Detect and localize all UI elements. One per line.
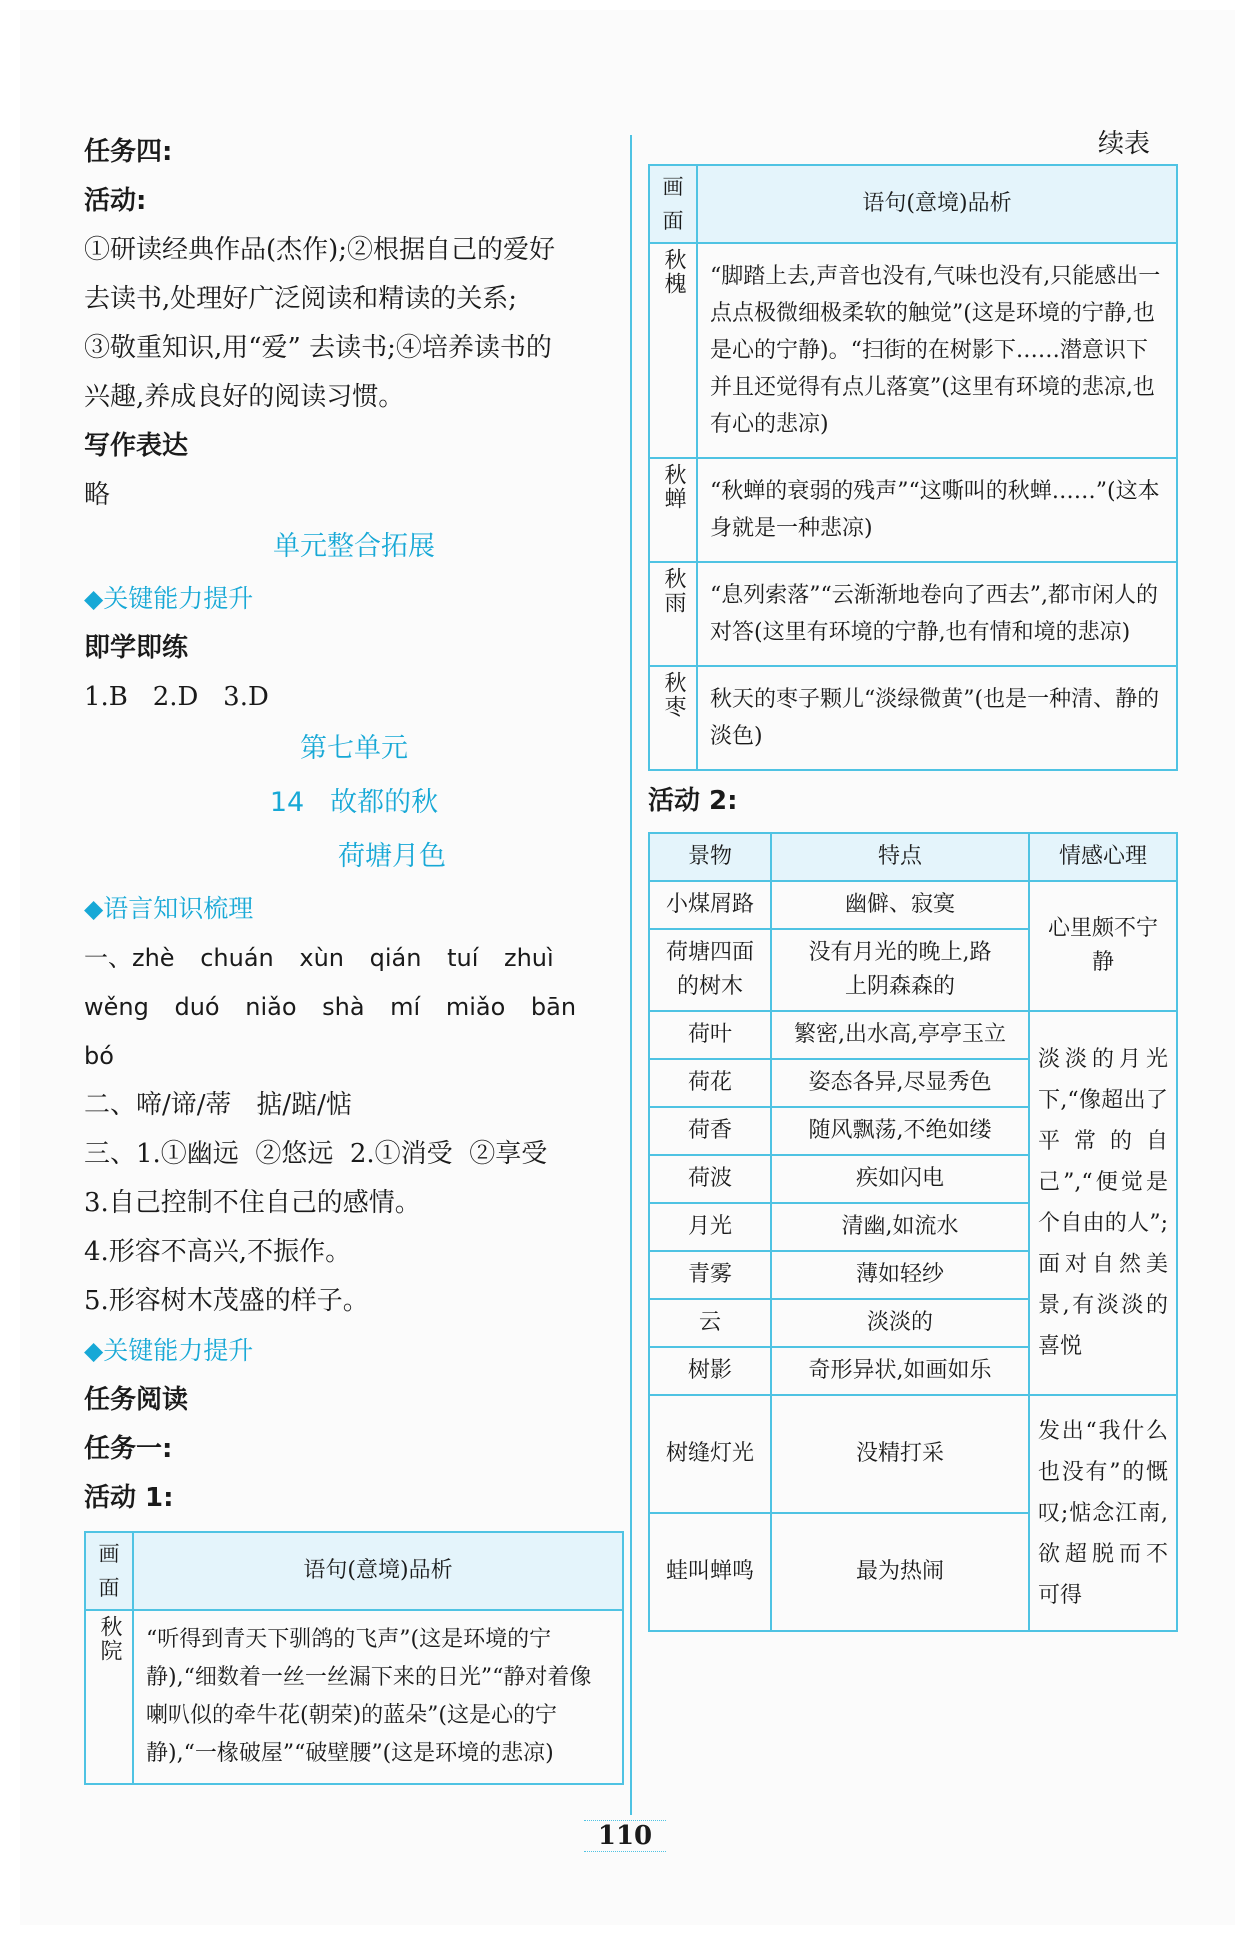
table-row: [649, 666, 1177, 770]
table-header: 特点: [771, 833, 1029, 881]
practice-heading: 即学即练: [84, 633, 189, 663]
emotion-cell: 发出“我什么也没有”的慨叹;惦念江南,欲超脱而不可得: [1029, 1395, 1177, 1631]
feature-cell: 没精打采: [771, 1395, 1029, 1513]
table-header: 景物: [649, 833, 771, 881]
scene-cell: 小煤屑路: [649, 881, 771, 929]
scene-cell: 荷波: [649, 1155, 771, 1203]
feature-cell: 繁密,出水高,亭亭玉立: [771, 1011, 1029, 1059]
scene-cell: 云: [649, 1299, 771, 1347]
feature-cell: 奇形异状,如画如乐: [771, 1347, 1029, 1395]
key-ability-heading: ◆关键能力提升: [84, 584, 254, 613]
scene-cell: 青雾: [649, 1251, 771, 1299]
pinyin-line: 一、zhè chuán xùn qián tuí zhuì: [84, 944, 554, 972]
lesson-title-2: 荷塘月色: [338, 841, 446, 872]
table-header: 画面: [85, 1532, 133, 1610]
item-three: 三、1.①幽远 ②悠远 2.①消受 ②享受: [84, 1139, 548, 1169]
analysis-cell: “听得到青天下驯鸽的飞声”(这是环境的宁静),“细数着一丝一丝漏下来的日光”“静对着像喇叭似的牵牛花(朝荣)的蓝朵”(这是心的宁静),“一椽破屋”“破壁腰”(这是环境的悲凉): [133, 1610, 623, 1784]
activity1-heading: 活动 1:: [84, 1483, 174, 1513]
item-three-5: 5.形容树木茂盛的样子。: [84, 1286, 369, 1316]
table-row: [649, 243, 1177, 458]
scene-cell: 月光: [649, 1203, 771, 1251]
scene-cell: 荷香: [649, 1107, 771, 1155]
page-number-text: 110: [584, 1820, 666, 1852]
activity-line: ①研读经典作品(杰作);②根据自己的爱好: [84, 235, 556, 265]
scene-cell: 秋枣: [649, 666, 697, 770]
unit7-title: 第七单元: [300, 733, 408, 764]
task4-heading: 任务四:: [84, 137, 173, 167]
scenery-table: [648, 832, 1178, 1632]
table-row: [649, 1395, 1177, 1513]
item-three-4: 4.形容不高兴,不振作。: [84, 1237, 352, 1267]
scene-cell: 树缝灯光: [649, 1395, 771, 1513]
table-header: 语句(意境)品析: [133, 1532, 623, 1610]
analysis-cell: “息列索落”“云渐渐地卷向了西去”,都市闲人的对答(这里有环境的宁静,也有情和境的悲凉): [697, 562, 1177, 666]
analysis-cell: “脚踏上去,声音也没有,气味也没有,只能感出一点点极微细极柔软的触觉”(这是环境的宁静,也是心的宁静)。“扫街的在树影下……潜意识下并且还觉得有点儿落寞”(这里有环境的悲凉,也有心的悲凉): [697, 243, 1177, 458]
pinyin-line: wěng duó niǎo shà mí miǎo bān: [84, 993, 577, 1021]
scene-cell: 荷花: [649, 1059, 771, 1107]
scene-cell: 蛙叫蝉鸣: [649, 1513, 771, 1631]
activity-line: 去读书,处理好广泛阅读和精读的关系;: [84, 284, 518, 314]
feature-cell: 最为热闹: [771, 1513, 1029, 1631]
feature-cell: 姿态各异,尽显秀色: [771, 1059, 1029, 1107]
emotion-cell: 心里颇不宁静: [1029, 881, 1177, 1011]
writing-content: 略: [84, 480, 111, 510]
activity-heading: 活动:: [84, 186, 147, 216]
table-row: [649, 562, 1177, 666]
table-header: 情感心理: [1029, 833, 1177, 881]
table-header: 语句(意境)品析: [697, 165, 1177, 243]
right-column: [648, 128, 1178, 1632]
lang-knowledge-heading: ◆语言知识梳理: [84, 894, 254, 923]
table-row: [649, 1011, 1177, 1059]
scene-cell: 秋蝉: [649, 458, 697, 562]
page-number: [0, 1820, 1250, 1852]
feature-cell: 清幽,如流水: [771, 1203, 1029, 1251]
task1-heading: 任务一:: [84, 1434, 173, 1464]
scene-cell: 秋槐: [649, 243, 697, 458]
scene-cell: 荷叶: [649, 1011, 771, 1059]
task-reading-heading: 任务阅读: [84, 1385, 189, 1415]
scene-cell: 秋院: [85, 1610, 133, 1784]
emotion-cell: 淡淡的月光下,“像超出了平常的自己”,“便觉是个自由的人”;面对自然美景,有淡淡的喜悦: [1029, 1011, 1177, 1395]
item-two: 二、啼/谛/蒂 掂/踮/惦: [84, 1090, 352, 1120]
lesson-title-1: 故都的秋: [330, 787, 439, 818]
activity2-heading: 活动 2:: [648, 786, 738, 816]
feature-cell: 没有月光的晚上,路上阴森森的: [771, 929, 1029, 1011]
table-row: [85, 1610, 623, 1784]
key-ability-heading-2: ◆关键能力提升: [84, 1336, 254, 1365]
activity-line: ③敬重知识,用“爱” 去读书;④培养读书的: [84, 333, 552, 363]
unit-expand-title: 单元整合拓展: [273, 531, 435, 562]
scene-cell: 树影: [649, 1347, 771, 1395]
column-divider: [630, 135, 632, 1815]
practice-answers: 1.B 2.D 3.D: [84, 682, 269, 712]
table-row: [649, 458, 1177, 562]
analysis-table-1: [84, 1531, 624, 1785]
left-column: [84, 128, 624, 1785]
item-three-3: 3.自己控制不住自己的感情。: [84, 1188, 421, 1218]
table-row: [649, 881, 1177, 929]
scene-cell: 秋雨: [649, 562, 697, 666]
analysis-cell: 秋天的枣子颗儿“淡绿微黄”(也是一种清、静的淡色): [697, 666, 1177, 770]
feature-cell: 淡淡的: [771, 1299, 1029, 1347]
scene-cell: 荷塘四面的树木: [649, 929, 771, 1011]
lesson-title: [84, 776, 624, 830]
continued-label: 续表: [1097, 129, 1150, 159]
activity-line: 兴趣,养成良好的阅读习惯。: [84, 382, 405, 412]
feature-cell: 疾如闪电: [771, 1155, 1029, 1203]
feature-cell: 随风飘荡,不绝如缕: [771, 1107, 1029, 1155]
feature-cell: 薄如轻纱: [771, 1251, 1029, 1299]
pinyin-line: bó: [84, 1042, 114, 1070]
analysis-cell: “秋蝉的衰弱的残声”“这嘶叫的秋蝉……”(这本身就是一种悲凉): [697, 458, 1177, 562]
writing-heading: 写作表达: [84, 431, 189, 461]
feature-cell: 幽僻、寂寞: [771, 881, 1029, 929]
lesson-number: 14: [269, 787, 305, 818]
analysis-table-continued: [648, 164, 1178, 771]
table-header: 画面: [649, 165, 697, 243]
